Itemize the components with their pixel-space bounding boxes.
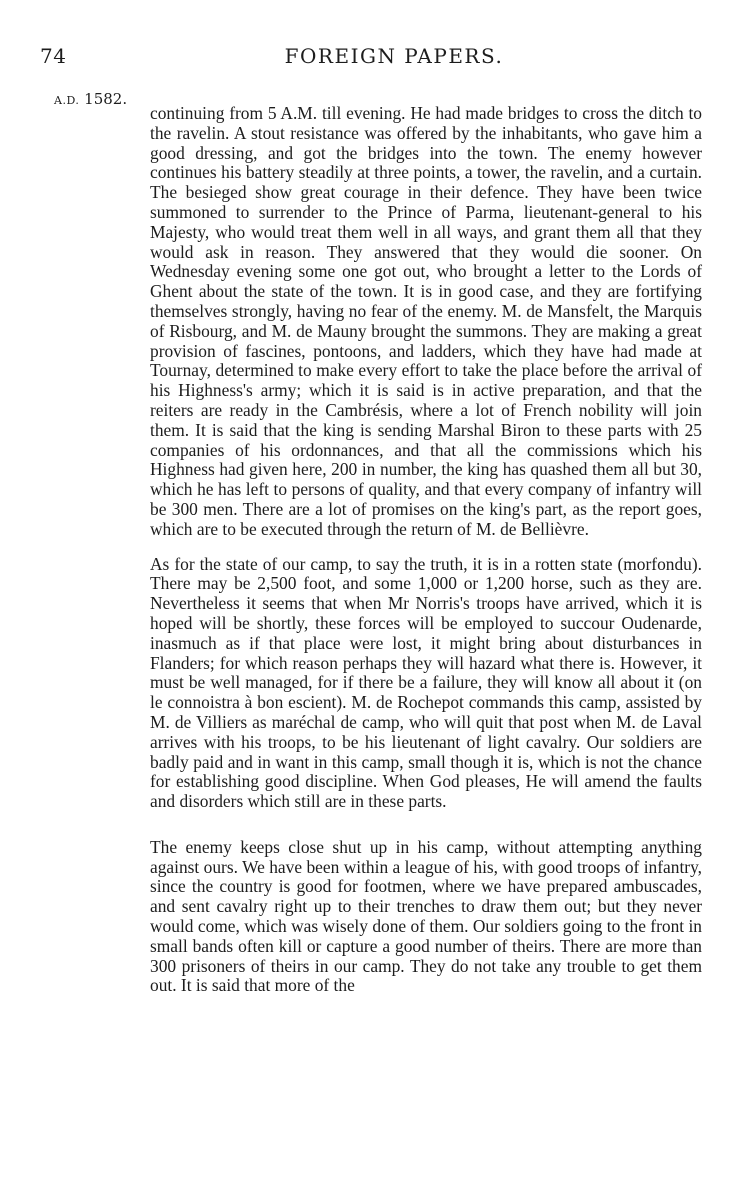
margin-date [54, 90, 127, 108]
paragraph: continuing from 5 A.M. till evening. He had made bridges to cross the ditch to the ravelin. A stout resistance was offered by the inhabitants, who gave him a good dressing, and got the bridges into the town. The enemy however continues his battery steadily at three points, a tower, the ravelin, and a curtain. The besieged show great courage in their defence. They have been twice summoned to surrender to the Prince of Parma, lieutenant-general to his Majesty, who would treat them well in all ways, and grant them all that they would ask in reason. They answered that they would die sooner. On Wednesday evening some one got out, who brought a letter to the Lords of Ghent about the state of the town. It is in good case, and they are fortifying themselves strongly, having no fear of the enemy. M. de Mansfelt, the Marquis of Risbourg, and M. de Mauny brought the summons. They are making a great provision of fascines, pontoons, and ladders, which they have had made at Tournay, determined to make every effort to take the place before the arrival of his Highness's army; which it is said is in active preparation, and that the reiters are ready in the Cambrésis, where a lot of French nobility will join them. It is said that the king is sending Marshal Biron to these parts with 25 companies of his ordonnances, and that all the commissions which his Highness had given here, 200 in number, the king has quashed them all but 30, which he has left to persons of quality, and that every company of infantry will be 300 men. There are a lot of promises on the king's part, as the report goes, which are to be executed through the return of M. de Bellièvre. [150, 103, 702, 539]
body-text [150, 104, 702, 996]
margin-era: A.D. [54, 94, 80, 107]
running-head: FOREIGN PAPERS. [284, 44, 504, 68]
paragraph: As for the state of our camp, to say the truth, it is in a rotten state (morfondu). There may be 2,500 foot, and some 1,000 or 1,200 horse, such as they are. Nevertheless it seems that when Mr Norris's troops have arrived, which it is hoped will be shortly, these forces will be employed to succour Oudenarde, inasmuch as if that place were lost, it might bring about disturbances in Flanders; for which reason perhaps they will hazard what there is. However, it must be well managed, for if there be a failure, they will know all about it (on le connoistra à bon escient). M. de Rochepot commands this camp, assisted by M. de Villiers as maréchal de camp, who will quit that post when M. de Laval arrives with his troops, to be his lieutenant of light cavalry. Our soldiers are badly paid and in want in this camp, small though it is, which is not the chance for establishing good discipline. When God pleases, He will amend the faults and disorders which still are in these parts. [150, 553, 702, 812]
page-number: 74 [40, 44, 67, 68]
margin-year: 1582. [84, 90, 128, 108]
paragraph: The enemy keeps close shut up in his camp, without attempting anything against ours. We have been within a league of his, with good troops of infantry, since the country is good for footmen, where we have prepared ambuscades, and sent cavalry right up to their trenches to draw them out; but they never would come, which was wisely done of them. Our soldiers going to the front in small bands often kill or capture a good number of theirs. There are more than 300 prisoners of theirs in our camp. They do not take any trouble to get them out. It is said that more of the [150, 836, 702, 996]
